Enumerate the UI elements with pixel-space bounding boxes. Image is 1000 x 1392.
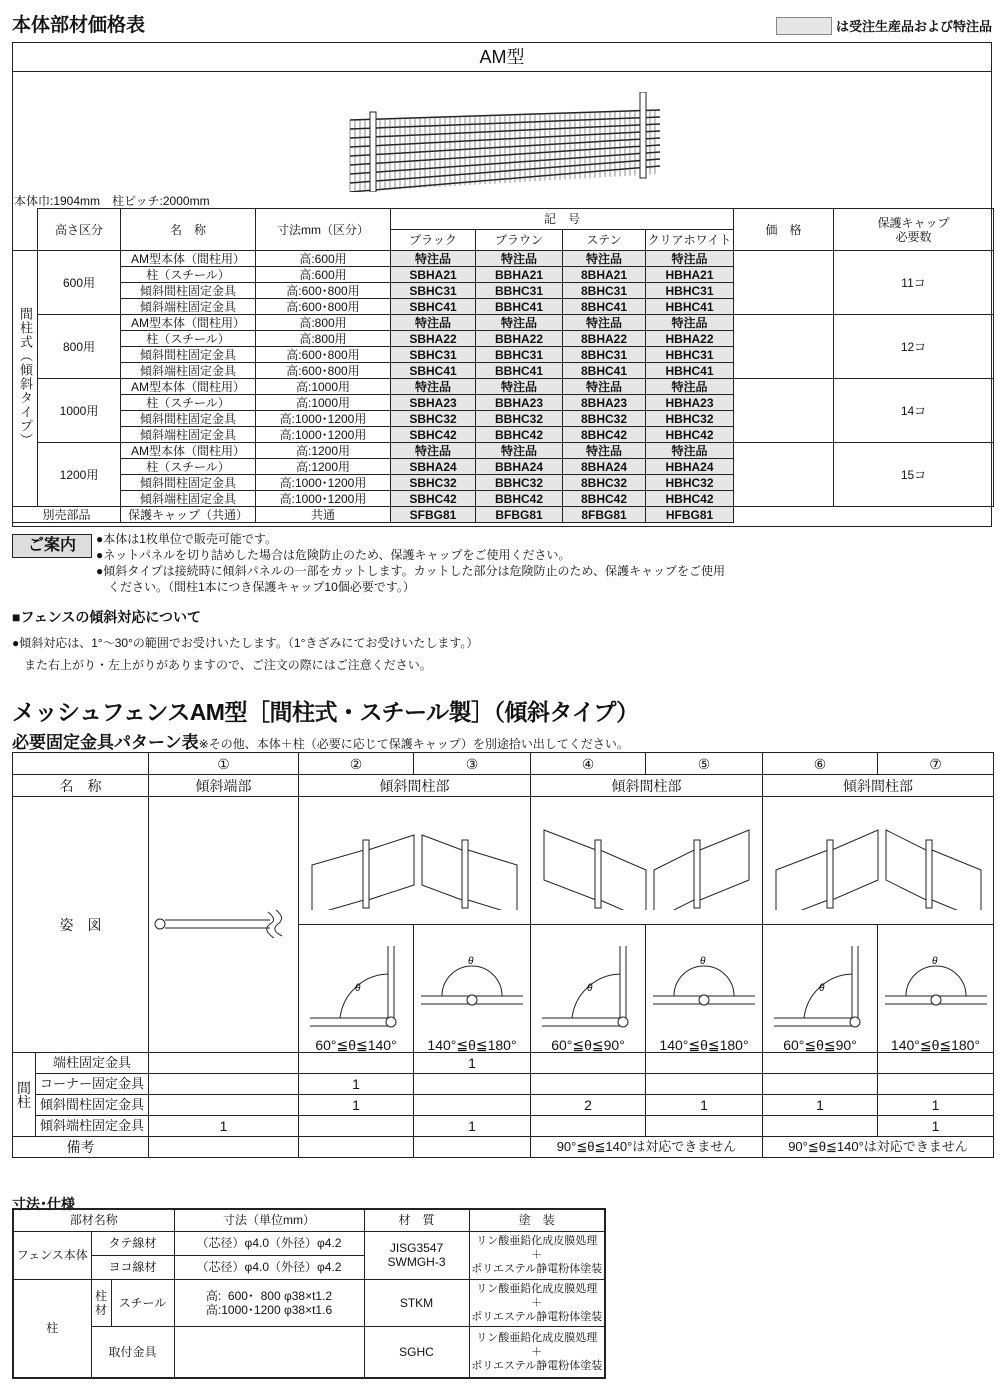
part-name: AM型本体（間柱用） bbox=[121, 443, 256, 459]
spec-header: 材 質 bbox=[364, 1209, 469, 1231]
product-code: 特注品 bbox=[646, 315, 734, 331]
fitting-name: 端柱固定金具 bbox=[36, 1053, 149, 1074]
angle-figure bbox=[646, 925, 763, 1053]
product-code: HBHC32 bbox=[646, 411, 734, 427]
fitting-count bbox=[878, 1074, 994, 1095]
figure-panels bbox=[763, 797, 994, 925]
part-size: 高:1200用 bbox=[256, 443, 391, 459]
header-color: クリアホワイト bbox=[646, 230, 734, 251]
product-code: SBHC31 bbox=[391, 283, 476, 299]
product-code: SBHA23 bbox=[391, 395, 476, 411]
product-code: SBHC31 bbox=[391, 347, 476, 363]
part-name: AM型本体（間柱用） bbox=[121, 315, 256, 331]
fitting-count bbox=[299, 1053, 414, 1074]
header-color: ブラウン bbox=[476, 230, 563, 251]
spec-header: 部材名称 bbox=[13, 1209, 174, 1231]
header-color: ブラック bbox=[391, 230, 476, 251]
header-size: 寸法mm（区分） bbox=[256, 209, 391, 251]
product-code: HBHA22 bbox=[646, 331, 734, 347]
side-label-cell bbox=[13, 1053, 36, 1137]
pattern-subtitle bbox=[12, 728, 629, 753]
part-name: 傾斜端柱固定金具 bbox=[121, 299, 256, 315]
spec-steel: スチール bbox=[111, 1279, 174, 1326]
angle-figure bbox=[414, 925, 531, 1053]
product-code: BBHC32 bbox=[476, 475, 563, 491]
side-label-cell bbox=[13, 251, 38, 507]
pattern-subtitle-text: 必要固定金具パターン表 bbox=[12, 733, 199, 752]
part-size: 高:1200用 bbox=[256, 459, 391, 475]
fitting-count bbox=[531, 1053, 646, 1074]
fitting-row bbox=[13, 1116, 994, 1137]
spec-fence-body: フェンス本体 bbox=[13, 1231, 91, 1279]
fitting-count: 1 bbox=[299, 1074, 414, 1095]
pattern-number: ⑦ bbox=[878, 753, 994, 775]
product-code: HBHC31 bbox=[646, 283, 734, 299]
spec-fitting: 取付金具 bbox=[91, 1326, 174, 1378]
slope-heading: ■フェンスの傾斜対応について bbox=[12, 609, 202, 625]
svg-text:θ: θ bbox=[468, 956, 474, 967]
fitting-count bbox=[763, 1074, 878, 1095]
part-size: 高:1000･1200用 bbox=[256, 491, 391, 507]
part-name: 傾斜間柱固定金具 bbox=[121, 475, 256, 491]
slope-note: ●傾斜対応は、1°〜30°の範囲でお受けいたします。（1°きざみにてお受けいたします。） bbox=[12, 636, 479, 650]
product-code: BBHA22 bbox=[476, 331, 563, 347]
name-label: 名 称 bbox=[13, 775, 149, 797]
spec-post-material-label: 柱材 bbox=[91, 1279, 111, 1326]
pattern-table bbox=[12, 752, 994, 1158]
spec-size: （芯径）φ4.0（外径）φ4.2 bbox=[174, 1231, 364, 1255]
fitting-count bbox=[646, 1074, 763, 1095]
fitting-count bbox=[763, 1053, 878, 1074]
pattern-subtitle-note: ※その他、本体＋柱（必要に応じて保護キャップ）を別途拾い出してください。 bbox=[198, 737, 629, 751]
price-cell bbox=[734, 315, 834, 379]
spec-coating: リン酸亜鉛化成皮膜処理 ＋ ポリエステル静電粉体塗装 bbox=[469, 1231, 605, 1279]
remarks-label: 備考 bbox=[13, 1137, 149, 1158]
spec-coating: リン酸亜鉛化成皮膜処理 ＋ ポリエステル静電粉体塗装 bbox=[469, 1326, 605, 1378]
product-code: 特注品 bbox=[391, 379, 476, 395]
product-code: BBHA24 bbox=[476, 459, 563, 475]
name-row bbox=[13, 775, 994, 797]
extra-label: 別売部品 bbox=[13, 507, 121, 523]
product-code: 特注品 bbox=[476, 443, 563, 459]
table-row bbox=[13, 251, 994, 267]
header-caps: 保護キャップ 必要数 bbox=[834, 209, 994, 251]
dimensions-note: 本体巾:1904mm 柱ピッチ:2000mm bbox=[14, 194, 210, 208]
svg-text:θ: θ bbox=[931, 956, 937, 967]
svg-text:θ: θ bbox=[700, 956, 706, 967]
part-name: 傾斜間柱固定金具 bbox=[121, 347, 256, 363]
pattern-name: 傾斜間柱部 bbox=[531, 775, 763, 797]
fitting-count: 1 bbox=[414, 1116, 531, 1137]
product-code: 8BHA21 bbox=[563, 267, 646, 283]
specs-table bbox=[12, 1208, 606, 1379]
fitting-count bbox=[149, 1074, 299, 1095]
figure-label: 姿 図 bbox=[13, 797, 149, 1053]
product-code: SBHC32 bbox=[391, 475, 476, 491]
height-class: 1200用 bbox=[38, 443, 121, 507]
product-code: 8BHA24 bbox=[563, 459, 646, 475]
pattern-number: ② bbox=[299, 753, 414, 775]
product-code: 8BHC31 bbox=[563, 347, 646, 363]
part-name: 柱（スチール） bbox=[121, 395, 256, 411]
part-size: 高:800用 bbox=[256, 315, 391, 331]
part-name: 傾斜間柱固定金具 bbox=[121, 411, 256, 427]
cap-count: 15コ bbox=[834, 443, 994, 507]
product-code: BFBG81 bbox=[476, 507, 563, 523]
product-code: HBHC32 bbox=[646, 475, 734, 491]
fitting-count: 1 bbox=[646, 1095, 763, 1116]
product-code: BBHC31 bbox=[476, 347, 563, 363]
product-code: 特注品 bbox=[476, 315, 563, 331]
fitting-count: 1 bbox=[763, 1095, 878, 1116]
part-name: 柱（スチール） bbox=[121, 331, 256, 347]
fitting-name: 傾斜間柱固定金具 bbox=[36, 1095, 149, 1116]
product-code: SBHA24 bbox=[391, 459, 476, 475]
fitting-count bbox=[149, 1053, 299, 1074]
corner-angle-figure bbox=[532, 936, 644, 1036]
product-code: 特注品 bbox=[391, 443, 476, 459]
corner-angle-figure bbox=[764, 936, 876, 1036]
part-size: 高:600･800用 bbox=[256, 283, 391, 299]
fitting-row bbox=[13, 1095, 994, 1116]
fitting-count bbox=[414, 1095, 531, 1116]
part-size: 高:600･800用 bbox=[256, 363, 391, 379]
product-code: 8BHC42 bbox=[563, 491, 646, 507]
product-code: 8BHC41 bbox=[563, 299, 646, 315]
part-name: 傾斜端柱固定金具 bbox=[121, 491, 256, 507]
cap-count: 14コ bbox=[834, 379, 994, 443]
product-code: 8BHC32 bbox=[563, 411, 646, 427]
product-code: 8FBG81 bbox=[563, 507, 646, 523]
figure-panels bbox=[299, 797, 531, 925]
product-code: HBHA21 bbox=[646, 267, 734, 283]
pattern-title: メッシュフェンスAM型［間柱式・スチール製］（傾斜タイプ） bbox=[12, 699, 639, 725]
fitting-count bbox=[414, 1074, 531, 1095]
fitting-count: 1 bbox=[878, 1095, 994, 1116]
corner-angle-figure bbox=[300, 936, 412, 1036]
product-code: SBHC42 bbox=[391, 491, 476, 507]
angle-figure bbox=[878, 925, 994, 1053]
product-code: SBHA22 bbox=[391, 331, 476, 347]
product-code: HBHC31 bbox=[646, 347, 734, 363]
product-code: 特注品 bbox=[646, 443, 734, 459]
product-code: 8BHC41 bbox=[563, 363, 646, 379]
fitting-count: 1 bbox=[414, 1053, 531, 1074]
part-size: 高:1000用 bbox=[256, 379, 391, 395]
pattern-name: 傾斜間柱部 bbox=[763, 775, 994, 797]
fitting-count bbox=[646, 1053, 763, 1074]
remark bbox=[149, 1137, 299, 1158]
price-table bbox=[12, 208, 994, 523]
header-code: 記 号 bbox=[391, 209, 734, 230]
straight-angle-figure bbox=[416, 936, 528, 1036]
product-code: BBHC32 bbox=[476, 411, 563, 427]
table-header-row bbox=[13, 209, 994, 230]
remarks-row bbox=[13, 1137, 994, 1158]
side-label: 間柱式（傾斜タイプ） bbox=[18, 307, 33, 447]
product-code: BBHA21 bbox=[476, 267, 563, 283]
spec-post-size: 高: 600･ 800 φ38×t1.2 高:1000･1200 φ38×t1.6 bbox=[174, 1279, 364, 1326]
product-code: HFBG81 bbox=[646, 507, 734, 523]
svg-text:θ: θ bbox=[819, 983, 825, 994]
spec-fitting-material: SGHC bbox=[364, 1326, 469, 1378]
fitting-count: 1 bbox=[878, 1116, 994, 1137]
product-code: BBHC41 bbox=[476, 299, 563, 315]
angle-figure bbox=[299, 925, 414, 1053]
angle-caption: 140°≦θ≦180° bbox=[659, 1037, 749, 1053]
part-size: 高:600用 bbox=[256, 267, 391, 283]
figure-panels bbox=[531, 797, 763, 925]
pattern-number: ⑥ bbox=[763, 753, 878, 775]
product-code: 特注品 bbox=[563, 315, 646, 331]
fitting-name: 傾斜端柱固定金具 bbox=[36, 1116, 149, 1137]
part-size: 高:1000･1200用 bbox=[256, 475, 391, 491]
fitting-name: コーナー固定金具 bbox=[36, 1074, 149, 1095]
table-row bbox=[13, 443, 994, 459]
straight-angle-figure bbox=[648, 936, 760, 1036]
guide-notes bbox=[96, 531, 725, 595]
slope-notes bbox=[12, 632, 478, 676]
header-color: ステン bbox=[563, 230, 646, 251]
angle-figure bbox=[763, 925, 878, 1053]
product-code: 8BHC32 bbox=[563, 475, 646, 491]
spec-size: （芯径）φ4.0（外径）φ4.2 bbox=[174, 1255, 364, 1279]
remark bbox=[299, 1137, 414, 1158]
panel-figure-icon bbox=[766, 810, 991, 910]
fitting-count: 1 bbox=[299, 1095, 414, 1116]
side-label: 間柱 bbox=[17, 1079, 31, 1110]
product-code: 特注品 bbox=[476, 379, 563, 395]
fitting-count bbox=[531, 1116, 646, 1137]
guide-note: ください。（間柱1本につき保護キャップ10個必要です。） bbox=[96, 580, 415, 594]
corner-cell bbox=[13, 753, 149, 775]
part-name: 傾斜端柱固定金具 bbox=[121, 363, 256, 379]
product-code: 8BHA22 bbox=[563, 331, 646, 347]
product-code: SBHC32 bbox=[391, 411, 476, 427]
fitting-count bbox=[878, 1053, 994, 1074]
part-name: 柱（スチール） bbox=[121, 267, 256, 283]
part-size: 高:600･800用 bbox=[256, 347, 391, 363]
part-size: 高:600･800用 bbox=[256, 299, 391, 315]
part-name: AM型本体（間柱用） bbox=[121, 379, 256, 395]
cap-count: 12コ bbox=[834, 315, 994, 379]
spec-coating: リン酸亜鉛化成皮膜処理 ＋ ポリエステル静電粉体塗装 bbox=[469, 1279, 605, 1326]
product-code: 8BHC42 bbox=[563, 427, 646, 443]
angle-caption: 140°≦θ≦180° bbox=[890, 1037, 981, 1053]
svg-text:θ: θ bbox=[587, 983, 593, 994]
part-name: 傾斜間柱固定金具 bbox=[121, 283, 256, 299]
panel-figure-icon bbox=[302, 810, 527, 910]
product-code: 特注品 bbox=[391, 251, 476, 267]
part-size: 高:800用 bbox=[256, 331, 391, 347]
fitting-count bbox=[763, 1116, 878, 1137]
product-code: 特注品 bbox=[646, 251, 734, 267]
fence-illustration bbox=[340, 92, 670, 192]
table-row bbox=[13, 507, 994, 523]
fitting-count: 1 bbox=[149, 1116, 299, 1137]
part-name: AM型本体（間柱用） bbox=[121, 251, 256, 267]
fitting-count: 2 bbox=[531, 1095, 646, 1116]
product-code: HBHC42 bbox=[646, 427, 734, 443]
angle-caption: 60°≦θ≦140° bbox=[315, 1037, 397, 1053]
product-code: SBHA21 bbox=[391, 267, 476, 283]
product-code: 8BHC31 bbox=[563, 283, 646, 299]
product-code: BBHA23 bbox=[476, 395, 563, 411]
angle-caption: 60°≦θ≦90° bbox=[783, 1037, 857, 1053]
part-size: 高:1000用 bbox=[256, 395, 391, 411]
remark: 90°≦θ≦140°は対応できません bbox=[531, 1137, 763, 1158]
product-code: HBHC42 bbox=[646, 491, 734, 507]
guide-note: ●ネットパネルを切り詰めした場合は危険防止のため、保護キャップをご使用ください。 bbox=[96, 548, 571, 562]
product-code: BBHC31 bbox=[476, 283, 563, 299]
angle-caption: 60°≦θ≦90° bbox=[551, 1037, 625, 1053]
remark: 90°≦θ≦140°は対応できません bbox=[763, 1137, 994, 1158]
fitting-count bbox=[646, 1116, 763, 1137]
product-code: HBHC41 bbox=[646, 363, 734, 379]
page-title: 本体部材価格表 bbox=[12, 15, 146, 36]
part-size: 高:1000･1200用 bbox=[256, 427, 391, 443]
part-name: 傾斜端柱固定金具 bbox=[121, 427, 256, 443]
spec-header: 寸法（単位mm） bbox=[174, 1209, 364, 1231]
specs-title: 寸法･仕様 bbox=[12, 1196, 75, 1212]
pattern-name: 傾斜端部 bbox=[149, 775, 299, 797]
height-class: 600用 bbox=[38, 251, 121, 315]
part-name: 柱（スチール） bbox=[121, 459, 256, 475]
product-code: 特注品 bbox=[563, 251, 646, 267]
table-row bbox=[13, 315, 994, 331]
end-post-figure bbox=[150, 904, 298, 944]
pattern-name: 傾斜間柱部 bbox=[299, 775, 531, 797]
cap-count: 11コ bbox=[834, 251, 994, 315]
product-code: 特注品 bbox=[563, 379, 646, 395]
product-code: HBHA23 bbox=[646, 395, 734, 411]
pattern-number: ③ bbox=[414, 753, 531, 775]
header-price: 価 格 bbox=[734, 209, 834, 251]
price-cell bbox=[734, 251, 834, 315]
product-code: 特注品 bbox=[476, 251, 563, 267]
part-name: 保護キャップ（共通） bbox=[121, 507, 256, 523]
product-code: BBHC41 bbox=[476, 363, 563, 379]
spec-post: 柱 bbox=[13, 1279, 91, 1378]
product-code: SBHC41 bbox=[391, 299, 476, 315]
table-row bbox=[13, 379, 994, 395]
header-height: 高さ区分 bbox=[38, 209, 121, 251]
blank-cell bbox=[734, 507, 994, 523]
product-code: SBHC41 bbox=[391, 363, 476, 379]
pattern-number: ① bbox=[149, 753, 299, 775]
product-code: 特注品 bbox=[391, 315, 476, 331]
product-code: SFBG81 bbox=[391, 507, 476, 523]
part-size: 共通 bbox=[256, 507, 391, 523]
model-title: AM型 bbox=[12, 42, 992, 72]
spec-header: 塗 装 bbox=[469, 1209, 605, 1231]
pattern-number: ④ bbox=[531, 753, 646, 775]
product-code: BBHC42 bbox=[476, 427, 563, 443]
number-row bbox=[13, 753, 994, 775]
spec-horizontal-wire: ヨコ線材 bbox=[91, 1255, 174, 1279]
guide-note: ●傾斜タイプは接続時に傾斜パネルの一部をカットします。カットした部分は危険防止のため、保護キャップをご使用 bbox=[96, 564, 725, 578]
product-code: HBHC41 bbox=[646, 299, 734, 315]
height-class: 1000用 bbox=[38, 379, 121, 443]
fitting-row bbox=[13, 1053, 994, 1074]
spec-post-material: STKM bbox=[364, 1279, 469, 1326]
corner-cell bbox=[13, 209, 38, 251]
slope-note: また右上がり・左上がりがありますので、ご注文の際にはご注意ください。 bbox=[12, 658, 432, 672]
spec-material: JISG3547 SWMGH-3 bbox=[364, 1231, 469, 1279]
legend-swatch bbox=[776, 17, 832, 35]
fitting-count bbox=[531, 1074, 646, 1095]
straight-angle-figure bbox=[880, 936, 992, 1036]
fitting-count bbox=[299, 1116, 414, 1137]
spec-fitting-size bbox=[174, 1326, 364, 1378]
guide-note: ●本体は1枚単位で販売可能です。 bbox=[96, 532, 277, 546]
product-code: BBHC42 bbox=[476, 491, 563, 507]
fitting-row bbox=[13, 1074, 994, 1095]
remark bbox=[414, 1137, 531, 1158]
product-code: SBHC42 bbox=[391, 427, 476, 443]
pattern-number: ⑤ bbox=[646, 753, 763, 775]
guide-badge: ご案内 bbox=[12, 534, 92, 558]
angle-figure bbox=[531, 925, 646, 1053]
fitting-count bbox=[149, 1095, 299, 1116]
price-cell bbox=[734, 379, 834, 443]
figure-end bbox=[149, 797, 299, 1053]
part-size: 高:1000･1200用 bbox=[256, 411, 391, 427]
product-code: 特注品 bbox=[646, 379, 734, 395]
part-size: 高:600用 bbox=[256, 251, 391, 267]
legend-text: は受注生産品および特注品 bbox=[835, 19, 992, 34]
svg-text:θ: θ bbox=[355, 983, 361, 994]
price-cell bbox=[734, 443, 834, 507]
angle-caption: 140°≦θ≦180° bbox=[427, 1037, 517, 1053]
product-code: HBHA24 bbox=[646, 459, 734, 475]
product-code: 特注品 bbox=[563, 443, 646, 459]
spec-vertical-wire: タテ線材 bbox=[91, 1231, 174, 1255]
figure-row bbox=[13, 797, 994, 925]
legend bbox=[776, 16, 992, 35]
product-code: 8BHA23 bbox=[563, 395, 646, 411]
height-class: 800用 bbox=[38, 315, 121, 379]
panel-figure-icon bbox=[534, 810, 759, 910]
header-name: 名 称 bbox=[121, 209, 256, 251]
